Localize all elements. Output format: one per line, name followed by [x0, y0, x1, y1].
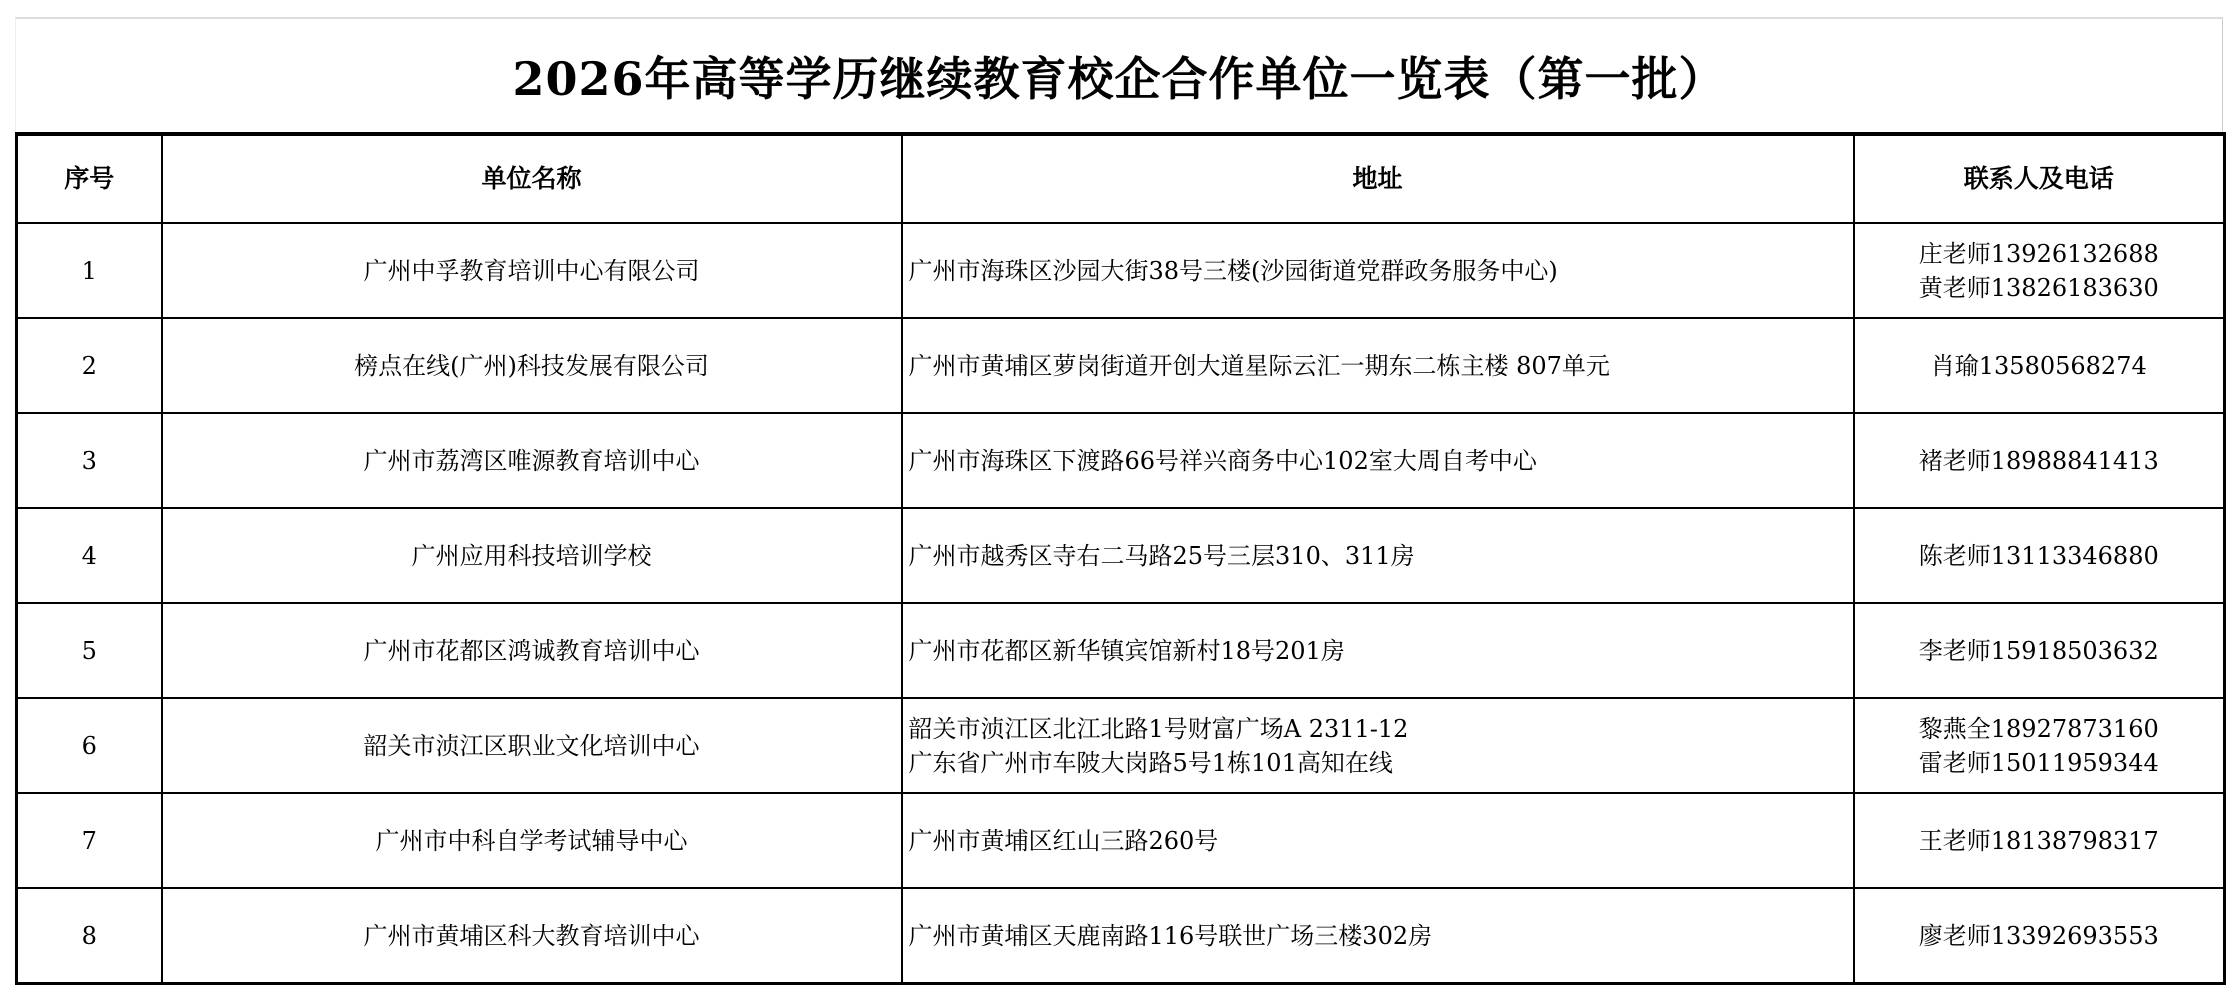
cell-name[interactable]: 韶关市浈江区职业文化培训中心: [162, 698, 902, 793]
cell-no[interactable]: 2: [17, 318, 162, 413]
cell-address-line: 广州市黄埔区天鹿南路116号联世广场三楼302房: [908, 921, 1433, 950]
cell-no[interactable]: 3: [17, 413, 162, 508]
table-title: 2026年高等学历继续教育校企合作单位一览表（第一批）: [15, 17, 2223, 132]
header-name: 单位名称: [162, 134, 902, 223]
cell-no[interactable]: 4: [17, 508, 162, 603]
cell-contact[interactable]: [1854, 223, 2225, 318]
cell-no[interactable]: 1: [17, 223, 162, 318]
cell-address[interactable]: [902, 793, 1854, 888]
cell-contact[interactable]: [1854, 318, 2225, 413]
cell-contact-line: 黄老师13826183630: [1918, 273, 2159, 302]
cell-contact-line: 褚老师18988841413: [1918, 446, 2159, 475]
cell-contact-line: 黎燕全18927873160: [1918, 714, 2159, 743]
table-row: [17, 698, 2225, 793]
partner-table: [15, 132, 2226, 985]
table-row: [17, 888, 2225, 984]
cell-address-line: 广州市黄埔区萝岗街道开创大道星际云汇一期东二栋主楼 807单元: [908, 351, 1610, 380]
cell-address[interactable]: [902, 698, 1854, 793]
table-row: [17, 413, 2225, 508]
table-row: [17, 223, 2225, 318]
table-row: [17, 793, 2225, 888]
cell-name[interactable]: 榜点在线(广州)科技发展有限公司: [162, 318, 902, 413]
cell-contact[interactable]: [1854, 793, 2225, 888]
cell-contact[interactable]: [1854, 413, 2225, 508]
cell-contact[interactable]: [1854, 698, 2225, 793]
cell-name[interactable]: 广州中孚教育培训中心有限公司: [162, 223, 902, 318]
spreadsheet: [15, 17, 2223, 985]
cell-contact-line: 庄老师13926132688: [1918, 239, 2159, 268]
cell-address[interactable]: [902, 413, 1854, 508]
cell-address-line: 广州市海珠区沙园大街38号三楼(沙园街道党群政务服务中心): [908, 256, 1558, 285]
cell-address[interactable]: [902, 318, 1854, 413]
cell-address-line: 广东省广州市车陂大岗路5号1栋101高知在线: [908, 748, 1393, 777]
cell-no[interactable]: 6: [17, 698, 162, 793]
cell-contact-line: 肖瑜13580568274: [1930, 351, 2147, 380]
table-row: [17, 318, 2225, 413]
cell-address-line: 广州市越秀区寺右二马路25号三层310、311房: [908, 541, 1415, 570]
cell-address[interactable]: [902, 603, 1854, 698]
header-address: 地址: [902, 134, 1854, 223]
cell-contact-line: 雷老师15011959344: [1918, 748, 2159, 777]
cell-contact[interactable]: [1854, 888, 2225, 984]
cell-contact[interactable]: [1854, 603, 2225, 698]
header-no: 序号: [17, 134, 162, 223]
cell-address[interactable]: [902, 223, 1854, 318]
cell-name[interactable]: 广州市黄埔区科大教育培训中心: [162, 888, 902, 984]
cell-name[interactable]: 广州市荔湾区唯源教育培训中心: [162, 413, 902, 508]
cell-name[interactable]: 广州市花都区鸿诚教育培训中心: [162, 603, 902, 698]
cell-no[interactable]: 7: [17, 793, 162, 888]
cell-address[interactable]: [902, 508, 1854, 603]
cell-name[interactable]: 广州市中科自学考试辅导中心: [162, 793, 902, 888]
cell-no[interactable]: 5: [17, 603, 162, 698]
cell-address-line: 广州市海珠区下渡路66号祥兴商务中心102室大周自考中心: [908, 446, 1537, 475]
cell-address[interactable]: [902, 888, 1854, 984]
cell-contact-line: 王老师18138798317: [1918, 826, 2159, 855]
cell-name[interactable]: 广州应用科技培训学校: [162, 508, 902, 603]
cell-address-line: 韶关市浈江区北江北路1号财富广场A 2311-12: [908, 714, 1409, 743]
cell-contact[interactable]: [1854, 508, 2225, 603]
table-row: [17, 603, 2225, 698]
cell-contact-line: 廖老师13392693553: [1918, 921, 2159, 950]
cell-contact-line: 李老师15918503632: [1918, 636, 2159, 665]
cell-address-line: 广州市花都区新华镇宾馆新村18号201房: [908, 636, 1345, 665]
header-row: [17, 134, 2225, 223]
table-row: [17, 508, 2225, 603]
cell-contact-line: 陈老师13113346880: [1918, 541, 2159, 570]
cell-no[interactable]: 8: [17, 888, 162, 984]
header-contact: 联系人及电话: [1854, 134, 2225, 223]
cell-address-line: 广州市黄埔区红山三路260号: [908, 826, 1219, 855]
